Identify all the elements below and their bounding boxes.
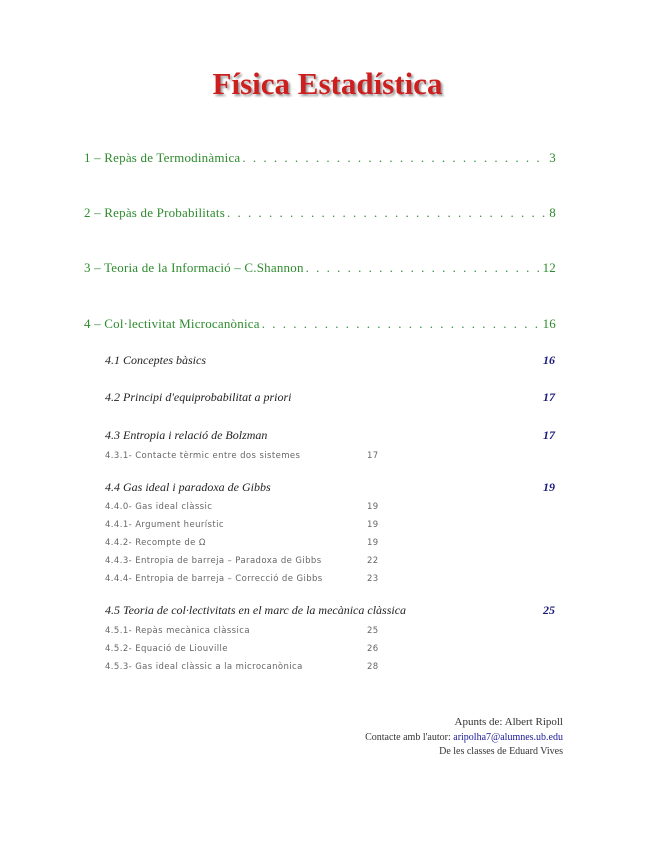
- subsection-label: 4.4.2- Recompte de Ω: [105, 538, 206, 548]
- subsection-page: 19: [367, 520, 379, 530]
- dot-leader: [262, 316, 541, 332]
- toc-entry-1[interactable]: [84, 150, 556, 166]
- toc-entry-label: 3 – Teoria de la Informació – C.Shannon: [84, 260, 304, 275]
- subsection-page: 28: [367, 662, 379, 672]
- section-page: 17: [543, 390, 555, 404]
- subsection-label: 4.4.4- Entropia de barreja – Correcció de Gibbs: [105, 574, 323, 584]
- subsection-page: 17: [367, 451, 379, 461]
- contact-prefix: Contacte amb l'autor:: [365, 732, 454, 743]
- subsection-4-4-4[interactable]: [105, 574, 379, 584]
- subsection-page: 19: [367, 538, 379, 548]
- toc-entry-3[interactable]: [84, 260, 556, 276]
- subsection-label: 4.5.1- Repàs mecànica clàssica: [105, 626, 250, 636]
- subsection-page: 23: [367, 574, 379, 584]
- subsection-4-5-3[interactable]: [105, 662, 379, 672]
- section-page: 17: [543, 428, 555, 442]
- section-label: 4.3 Entropia i relació de Bolzman: [105, 428, 268, 442]
- classes-credit: De les classes de Eduard Vives: [439, 746, 563, 757]
- author-contact: [365, 732, 563, 743]
- section-label: 4.1 Conceptes bàsics: [105, 353, 206, 367]
- subsection-page: 19: [367, 502, 379, 512]
- subsection-label: 4.5.2- Equació de Liouville: [105, 644, 228, 654]
- subsection-label: 4.4.3- Entropia de barreja – Paradoxa de Gibbs: [105, 556, 322, 566]
- subsection-4-3-1[interactable]: [105, 451, 379, 461]
- toc-entry-page: 8: [549, 205, 556, 220]
- subsection-4-4-2[interactable]: [105, 538, 379, 548]
- subsection-page: 22: [367, 556, 379, 566]
- section-4-4[interactable]: [105, 480, 555, 495]
- subsection-page: 25: [367, 626, 379, 636]
- subsection-label: 4.3.1- Contacte tèrmic entre dos sistemes: [105, 451, 301, 461]
- subsection-4-4-1[interactable]: [105, 520, 379, 530]
- subsection-4-4-0[interactable]: [105, 502, 379, 512]
- dot-leader: [306, 260, 541, 276]
- toc-entry-2[interactable]: [84, 205, 556, 221]
- toc-entry-label: 4 – Col·lectivitat Microcanònica: [84, 316, 260, 331]
- dot-leader: [227, 205, 547, 221]
- section-page: 19: [543, 480, 555, 494]
- section-4-3[interactable]: [105, 428, 555, 443]
- section-label: 4.2 Principi d'equiprobabilitat a priori: [105, 390, 292, 404]
- subsection-label: 4.4.1- Argument heurístic: [105, 520, 224, 530]
- contact-email-link[interactable]: aripolha7@alumnes.ub.edu: [453, 732, 563, 743]
- section-4-5[interactable]: [105, 603, 555, 618]
- document-title: Física Estadística: [212, 66, 443, 101]
- subsection-4-5-1[interactable]: [105, 626, 379, 636]
- subsection-4-5-2[interactable]: [105, 644, 379, 654]
- section-page: 16: [543, 353, 555, 367]
- section-4-2[interactable]: [105, 390, 555, 405]
- dot-leader: [242, 150, 547, 166]
- section-label: 4.4 Gas ideal i paradoxa de Gibbs: [105, 480, 271, 494]
- subsection-label: 4.5.3- Gas ideal clàssic a la microcanònica: [105, 662, 303, 672]
- section-4-1[interactable]: [105, 353, 555, 368]
- author-credit: Apunts de: Albert Ripoll: [454, 716, 563, 728]
- subsection-label: 4.4.0- Gas ideal clàssic: [105, 502, 213, 512]
- toc-entry-page: 16: [542, 316, 556, 331]
- section-label: 4.5 Teoria de col·lectivitats en el marc de la mecànica clàssica: [105, 603, 407, 617]
- section-page: 25: [543, 603, 555, 617]
- subsection-page: 26: [367, 644, 379, 654]
- subsection-4-4-3[interactable]: [105, 556, 379, 566]
- toc-entry-4[interactable]: [84, 316, 556, 332]
- toc-entry-page: 3: [549, 150, 556, 165]
- toc-entry-label: 2 – Repàs de Probabilitats: [84, 205, 225, 220]
- toc-entry-label: 1 – Repàs de Termodinàmica: [84, 150, 241, 165]
- toc-entry-page: 12: [542, 260, 556, 275]
